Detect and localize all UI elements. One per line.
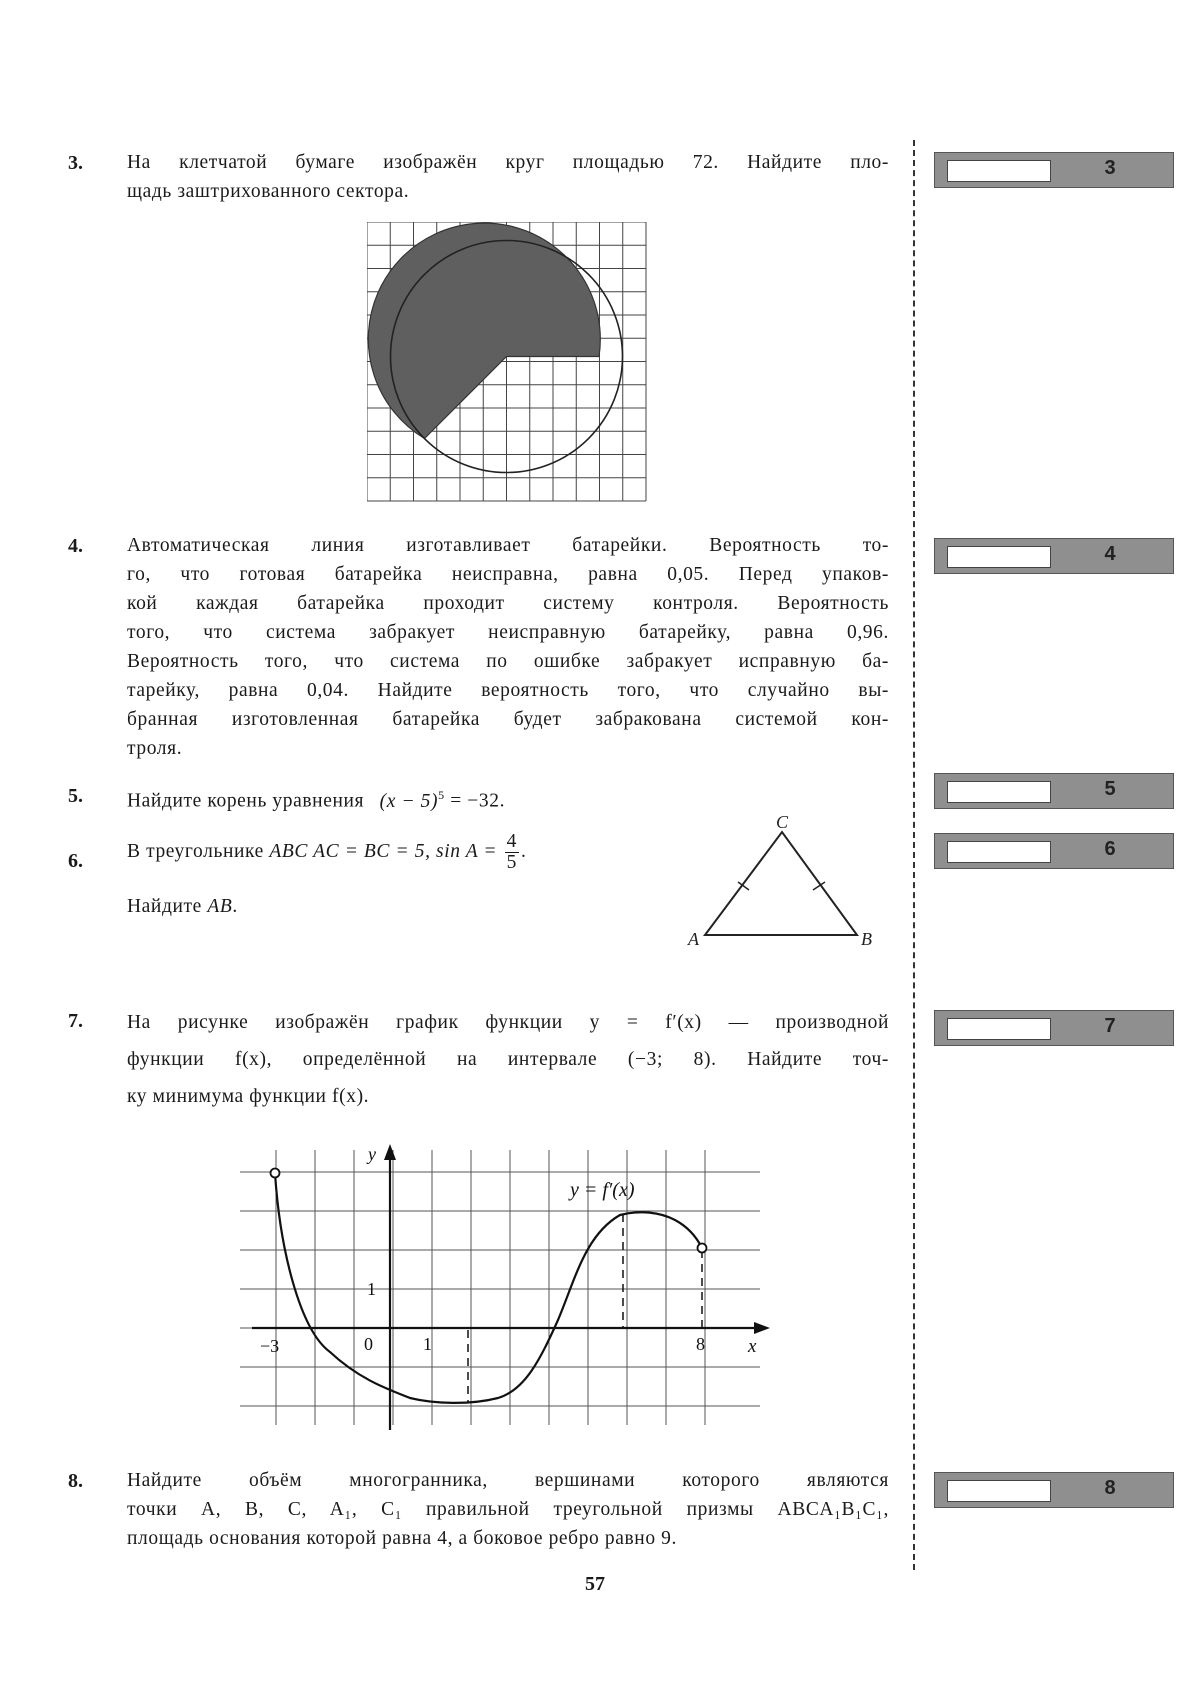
problem-4-line: го, что готовая батарейка неисправна, равна 0,05. Перед упаков- <box>127 564 889 585</box>
problem-4-line: троля. <box>127 738 183 759</box>
page-number: 57 <box>585 1573 605 1595</box>
tick-label-x1: 1 <box>423 1334 432 1354</box>
answer-box-4[interactable] <box>934 538 1174 574</box>
derivative-graph <box>240 1140 780 1430</box>
vertex-c-label: C <box>776 812 789 832</box>
open-endpoint-right <box>698 1244 707 1253</box>
problem-6-question <box>127 892 527 921</box>
fraction-denominator: 5 <box>506 852 517 873</box>
triangle-figure <box>680 812 880 952</box>
answer-field-6[interactable] <box>947 841 1051 863</box>
problem-7-number: 7. <box>68 1010 83 1032</box>
y-axis-arrow <box>384 1144 396 1160</box>
fraction-numerator: 4 <box>506 831 517 852</box>
triangle-abc <box>705 832 857 935</box>
graph-grid <box>240 1150 760 1425</box>
vertex-b-label: B <box>861 929 872 949</box>
answer-field-8[interactable] <box>947 1480 1051 1502</box>
problem-4-line: Вероятность того, что система по ошибке забракует исправную ба- <box>127 651 889 672</box>
margin-separator <box>913 140 915 1570</box>
problem-4-text <box>127 531 889 763</box>
problem-6-suffix: . <box>520 840 527 862</box>
tick-label-origin: 0 <box>364 1334 373 1354</box>
problem-8-line: площадь основания которой равна 4, а боковое ребро равно 9. <box>127 1528 677 1549</box>
problem-7-line: функции f(x), определённой на интервале (−3; 8). Найдите точ- <box>127 1049 889 1070</box>
problem-3-number: 3. <box>68 152 83 174</box>
derivative-curve <box>275 1173 702 1403</box>
problem-7-text <box>127 1004 889 1115</box>
problem-6-number: 6. <box>68 850 83 872</box>
problem-4-line: Автоматическая линия изготавливает батарейки. Вероятность то- <box>127 535 889 556</box>
tick-label-y1: 1 <box>367 1279 376 1299</box>
y-axis-label: y <box>368 1144 376 1164</box>
problem-7-line: На рисунке изображён график функции y = f′(x) — производной <box>127 1012 889 1033</box>
problem-8-text <box>127 1466 889 1553</box>
answer-label-5: 5 <box>1104 778 1116 800</box>
problem-3-line: щадь заштрихованного сектора. <box>127 181 410 202</box>
problem-4-number: 4. <box>68 535 83 557</box>
problem-5-text <box>127 781 727 816</box>
answer-label-7: 7 <box>1104 1015 1116 1037</box>
problem-5-rhs: = −32. <box>444 790 506 812</box>
problem-3-line: На клетчатой бумаге изображён круг площадью 72. Найдите пло- <box>127 152 889 173</box>
tick-label-x8: 8 <box>696 1334 705 1354</box>
problem-8-line: Найдите объём многогранника, вершинами которого являются <box>127 1470 889 1491</box>
answer-box-5[interactable] <box>934 773 1174 809</box>
answer-box-3[interactable] <box>934 152 1174 188</box>
problem-4-line: тарейку, равна 0,04. Найдите вероятность того, что случайно вы- <box>127 680 889 701</box>
problem-3-text <box>127 148 889 206</box>
problem-6-condition: ABC AC = BC = 5, sin A = <box>269 840 498 862</box>
problem-6-question-prefix: Найдите <box>127 896 208 917</box>
problem-5-exponent: 5 <box>438 788 445 802</box>
x-axis-label: x <box>748 1336 757 1357</box>
open-endpoint-left <box>271 1169 280 1178</box>
answer-label-3: 3 <box>1104 157 1116 179</box>
x-axis-arrow <box>754 1322 770 1334</box>
problem-4-line: кой каждая батарейка проходит систему контроля. Вероятность <box>127 593 889 614</box>
problem-8-number: 8. <box>68 1470 83 1492</box>
problem-6-prefix: В треугольнике <box>127 840 270 862</box>
problem-4-line: того, что система забракует неисправную батарейку, равна 0,96. <box>127 622 889 643</box>
problem-6-question-suffix: . <box>232 896 238 917</box>
answer-label-4: 4 <box>1104 543 1116 565</box>
circle-grid-figure <box>367 222 647 502</box>
problem-6-fraction <box>505 832 519 873</box>
shaded-sector <box>368 223 600 438</box>
answer-label-6: 6 <box>1104 838 1116 860</box>
answer-field-5[interactable] <box>947 781 1051 803</box>
vertex-a-label: A <box>688 929 699 949</box>
answer-label-8: 8 <box>1104 1477 1116 1499</box>
answer-field-4[interactable] <box>947 546 1051 568</box>
problem-5-equation: (x − 5) <box>379 790 439 812</box>
answer-box-7[interactable] <box>934 1010 1174 1046</box>
answer-field-3[interactable] <box>947 160 1051 182</box>
answer-box-6[interactable] <box>934 833 1174 869</box>
problem-5-number: 5. <box>68 785 83 807</box>
problem-7-line: ку минимума функции f(x). <box>127 1086 370 1107</box>
problem-4-line: бранная изготовленная батарейка будет забракована системой кон- <box>127 709 889 730</box>
problem-8-line: точки A, B, C, A₁, C₁ правильной треугольной призмы ABCA₁B₁C₁, <box>127 1499 889 1520</box>
answer-box-8[interactable] <box>934 1472 1174 1508</box>
problem-5-prefix: Найдите корень уравнения <box>127 790 365 812</box>
answer-field-7[interactable] <box>947 1018 1051 1040</box>
tick-label-minus3: −3 <box>260 1336 280 1356</box>
curve-label: y = f′(x) <box>570 1179 635 1201</box>
problem-6-question-var: AB <box>207 896 233 917</box>
problem-6-text <box>127 832 687 873</box>
